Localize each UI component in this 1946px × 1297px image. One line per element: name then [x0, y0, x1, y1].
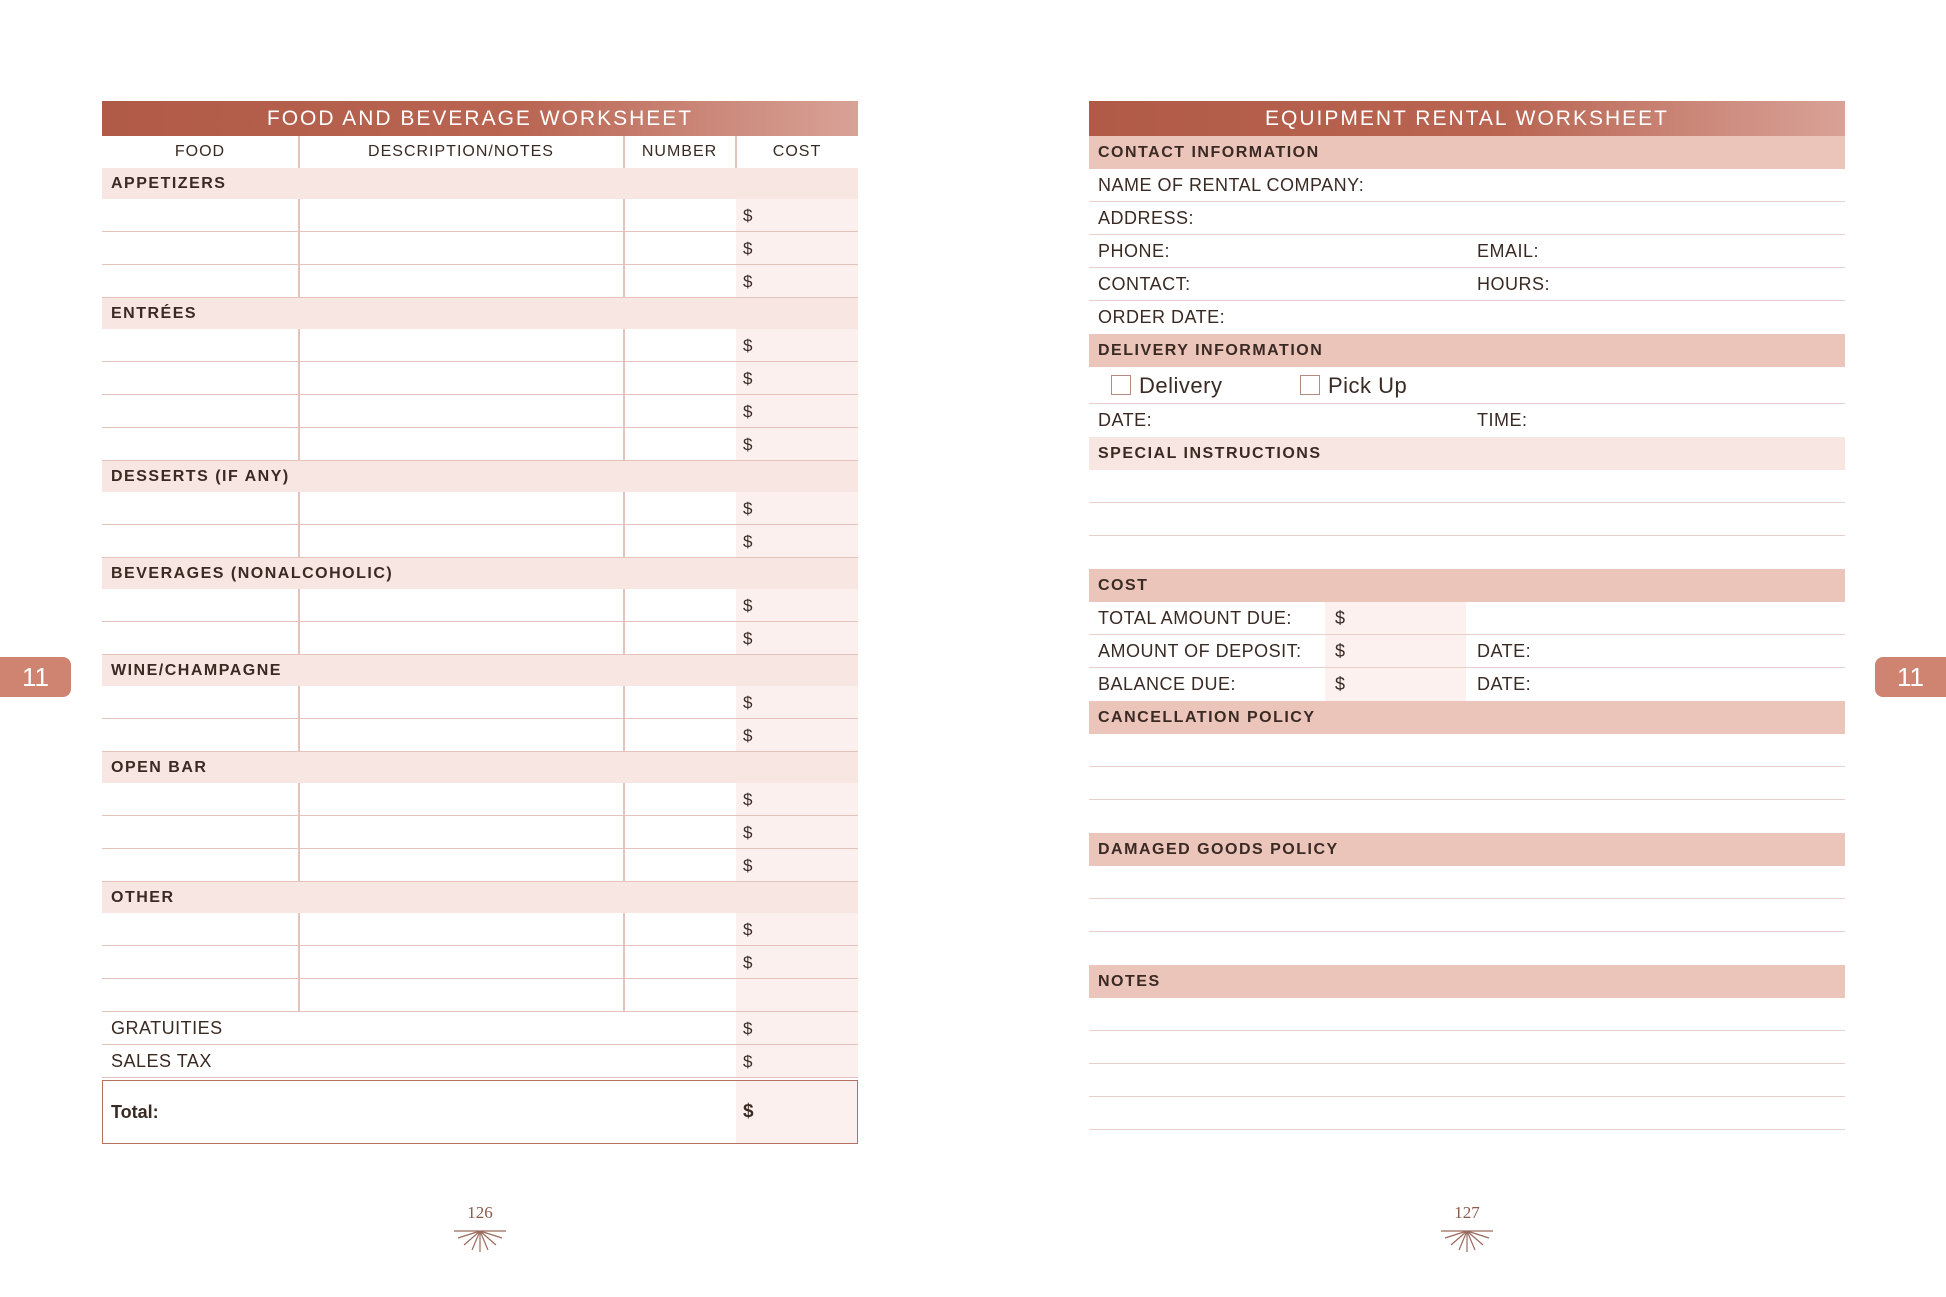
phone-email-row[interactable]: PHONE: EMAIL: — [1089, 235, 1845, 268]
col-cost: COST — [772, 143, 822, 160]
page-number-right: 127 — [1454, 1203, 1480, 1222]
table-row[interactable] — [102, 783, 858, 816]
cost-currency: $ — [743, 532, 753, 551]
cost-currency: $ — [743, 629, 753, 648]
section-label: DESSERTS (IF ANY) — [111, 468, 290, 485]
cost-currency: $ — [743, 206, 753, 225]
delivery-label: Delivery — [1139, 373, 1223, 398]
table-row[interactable] — [102, 428, 858, 461]
worksheet-body — [102, 168, 858, 1012]
table-row[interactable] — [102, 719, 858, 752]
cancellation-policy-header: CANCELLATION POLICY — [1089, 701, 1845, 734]
cost-currency: $ — [743, 336, 753, 355]
deposit-row[interactable]: AMOUNT OF DEPOSIT: $ DATE: — [1089, 635, 1845, 668]
address-field[interactable]: ADDRESS: — [1089, 202, 1845, 235]
col-description: DESCRIPTION/NOTES — [368, 143, 554, 160]
contact-info-header: CONTACT INFORMATION — [1089, 136, 1845, 169]
special-instructions-line[interactable] — [1089, 470, 1845, 503]
notes-header: NOTES — [1089, 965, 1845, 998]
table-row[interactable] — [102, 492, 858, 525]
table-row[interactable] — [102, 686, 858, 719]
table-row[interactable] — [102, 329, 858, 362]
table-row[interactable] — [102, 979, 858, 1012]
damaged-goods-line[interactable] — [1089, 866, 1845, 899]
col-food: FOOD — [174, 143, 226, 160]
total-row[interactable]: Total: $ — [102, 1080, 858, 1144]
section-label: WINE/CHAMPAGNE — [111, 662, 282, 679]
cost-currency: $ — [743, 726, 753, 745]
damaged-goods-header: DAMAGED GOODS POLICY — [1089, 833, 1845, 866]
cost-currency: $ — [743, 693, 753, 712]
sunburst-ornament-icon — [450, 1228, 510, 1254]
damaged-goods-line[interactable] — [1089, 899, 1845, 932]
section-label: BEVERAGES (NONALCOHOLIC) — [111, 565, 394, 582]
delivery-options-row — [1089, 367, 1845, 404]
section-label: ENTRÉES — [111, 305, 198, 322]
chapter-tab-right: 11 — [1875, 657, 1946, 697]
date-time-row[interactable]: DATE: TIME: — [1098, 410, 1528, 430]
contact-hours-row[interactable]: CONTACT: HOURS: — [1089, 268, 1845, 301]
page-number-left: 126 — [467, 1203, 493, 1222]
order-date-field[interactable]: ORDER DATE: — [1098, 307, 1226, 327]
notes-line[interactable] — [1089, 1097, 1845, 1130]
cost-currency: $ — [743, 369, 753, 388]
worksheet-title: EQUIPMENT RENTAL WORKSHEET — [1089, 101, 1845, 136]
cost-currency: $ — [743, 856, 753, 875]
table-row[interactable] — [102, 913, 858, 946]
sales-tax-row[interactable]: SALES TAX $ — [102, 1045, 858, 1078]
section-header — [102, 655, 858, 686]
cost-currency: $ — [743, 499, 753, 518]
worksheet-title: FOOD AND BEVERAGE WORKSHEET — [102, 101, 858, 136]
notes-line[interactable] — [1089, 1031, 1845, 1064]
cost-currency: $ — [743, 239, 753, 258]
section-header — [102, 298, 858, 329]
section-header — [102, 168, 858, 199]
cost-currency: $ — [743, 823, 753, 842]
column-headers — [102, 136, 858, 168]
cost-header: COST — [1089, 569, 1845, 602]
table-row[interactable] — [102, 362, 858, 395]
col-number: NUMBER — [641, 143, 718, 160]
equipment-rental-worksheet — [1089, 101, 1845, 1130]
cost-currency: $ — [743, 953, 753, 972]
table-row[interactable] — [102, 849, 858, 882]
cost-currency: $ — [743, 272, 753, 291]
table-row[interactable] — [102, 525, 858, 558]
section-header — [102, 558, 858, 589]
special-instructions-line[interactable] — [1089, 503, 1845, 536]
section-label: OPEN BAR — [111, 759, 208, 776]
cancellation-line[interactable] — [1089, 734, 1845, 767]
notes-line[interactable] — [1089, 998, 1845, 1031]
table-row[interactable] — [102, 946, 858, 979]
chapter-tab-left: 11 — [0, 657, 71, 697]
table-row[interactable] — [102, 589, 858, 622]
special-instructions-header: SPECIAL INSTRUCTIONS — [1089, 437, 1845, 470]
cost-currency: $ — [743, 790, 753, 809]
delivery-checkbox[interactable] — [1111, 375, 1131, 395]
section-label: OTHER — [111, 889, 175, 906]
food-beverage-worksheet — [102, 101, 858, 1144]
cost-currency: $ — [743, 435, 753, 454]
section-label: APPETIZERS — [111, 175, 227, 192]
cost-currency: $ — [743, 596, 753, 615]
section-header — [102, 752, 858, 783]
rental-company-field[interactable]: NAME OF RENTAL COMPANY: — [1089, 169, 1845, 202]
notes-line[interactable] — [1089, 1064, 1845, 1097]
table-row[interactable] — [102, 816, 858, 849]
cost-currency: $ — [743, 920, 753, 939]
gratuities-row[interactable]: GRATUITIES $ — [102, 1012, 858, 1045]
balance-row[interactable]: BALANCE DUE: $ DATE: — [1089, 668, 1845, 701]
table-row[interactable] — [102, 395, 858, 428]
cost-currency: $ — [743, 402, 753, 421]
section-header — [102, 461, 858, 492]
delivery-info-header: DELIVERY INFORMATION — [1089, 334, 1845, 367]
table-row[interactable] — [102, 232, 858, 265]
table-row[interactable] — [102, 622, 858, 655]
pickup-label: Pick Up — [1328, 373, 1408, 398]
cancellation-line[interactable] — [1089, 767, 1845, 800]
table-row[interactable] — [102, 199, 858, 232]
pickup-checkbox[interactable] — [1300, 375, 1320, 395]
section-header — [102, 882, 858, 913]
table-row[interactable] — [102, 265, 858, 298]
sunburst-ornament-icon — [1437, 1228, 1497, 1254]
total-due-row[interactable]: TOTAL AMOUNT DUE: $ — [1089, 602, 1845, 635]
